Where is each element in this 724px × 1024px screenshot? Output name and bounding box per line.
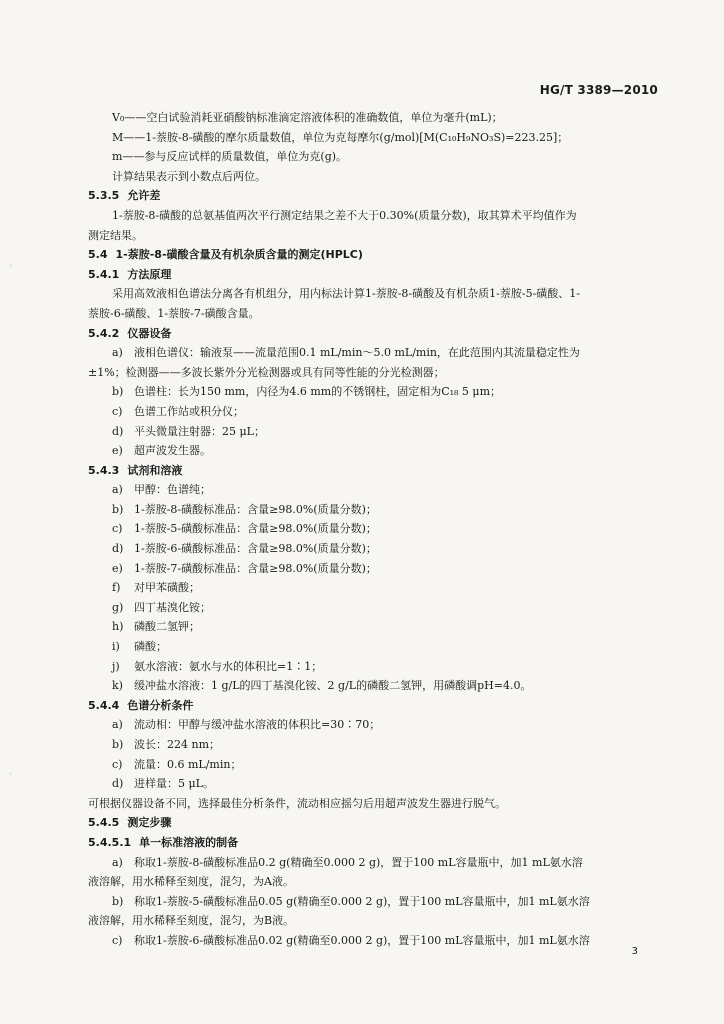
list-item: k) 缓冲盐水溶液：1 g/L的四丁基溴化铵、2 g/L的磷酸二氢钾，用磷酸调pH=4.0。 — [112, 679, 532, 693]
text-line: M——1-萘胺-8-磺酸的摩尔质量数值，单位为克每摩尔(g/mol)[M(C₁₀H₉NO₃S)=223.25]； — [112, 130, 569, 144]
list-item: c) 1-萘胺-5-磺酸标准品：含量≥98.0%(质量分数)； — [112, 522, 377, 536]
page-number: 3 — [631, 946, 638, 957]
margin-dot-icon: ◦ — [8, 770, 14, 780]
list-item: c) 色谱工作站或积分仪； — [112, 404, 244, 418]
text-line: 液溶解，用水稀释至刻度，混匀，为A液。 — [88, 875, 294, 889]
text-line: 测定结果。 — [88, 228, 143, 242]
list-item: b) 波长：224 nm； — [112, 738, 221, 751]
text-line: ±1%；检测器——多波长紫外分光检测器或具有同等性能的分光检测器； — [88, 365, 445, 379]
standard-code: HG/T 3389—2010 — [539, 83, 658, 97]
list-item: f) 对甲苯磺酸； — [112, 581, 200, 595]
section-heading: 5.3.5 允许差 — [88, 189, 161, 203]
margin-dot-icon: ◦ — [8, 262, 14, 272]
section-heading: 5.4 1-萘胺-8-磺酸含量及有机杂质含量的测定(HPLC) — [88, 248, 363, 262]
list-item: h) 磷酸二氢钾； — [112, 620, 200, 634]
list-item: e) 超声波发生器。 — [112, 444, 211, 458]
list-item: a) 甲醇：色谱纯； — [112, 483, 211, 497]
list-item: j) 氨水溶液：氨水与水的体积比=1∶1； — [112, 659, 323, 673]
text-line: 萘胺-6-磺酸、1-萘胺-7-磺酸含量。 — [88, 306, 260, 320]
document-body — [88, 108, 660, 951]
list-item: d) 1-萘胺-6-磺酸标准品：含量≥98.0%(质量分数)； — [112, 542, 377, 556]
list-item: g) 四丁基溴化铵； — [112, 600, 211, 614]
list-item: a) 流动相：甲醇与缓冲盐水溶液的体积比=30∶70； — [112, 718, 381, 732]
list-item: i) 磷酸； — [112, 640, 167, 654]
list-item: a) 液相色谱仪：输液泵——流量范围0.1 mL/min～5.0 mL/min，在此范围内其流量稳定性为 — [112, 346, 580, 360]
list-item: b) 称取1-萘胺-5-磺酸标准品0.05 g(精确至0.000 2 g)，置于100 mL容量瓶中，加1 mL氨水溶 — [112, 894, 590, 908]
list-item: d) 进样量：5 μL。 — [112, 777, 214, 791]
text-line: m——参与反应试样的质量数值，单位为克(g)。 — [112, 150, 348, 164]
text-line: 采用高效液相色谱法分离各有机组分，用内标法计算1-萘胺-8-磺酸及有机杂质1-萘胺-5-磺酸、1- — [112, 287, 581, 301]
text-line: 1-萘胺-8-磺酸的总氨基值两次平行测定结果之差不大于0.30%(质量分数)，取其算术平均值作为 — [112, 208, 577, 222]
list-item: b) 色谱柱：长为150 mm，内径为4.6 mm的不锈钢柱，固定相为C₁₈ 5 μm； — [112, 385, 502, 399]
section-heading: 5.4.4 色谱分析条件 — [88, 698, 194, 712]
text-line: V₀——空白试验消耗亚硝酸钠标准滴定溶液体积的准确数值，单位为毫升(mL)； — [112, 111, 503, 124]
text-line: 计算结果表示到小数点后两位。 — [112, 169, 266, 183]
section-heading: 5.4.3 试剂和溶液 — [88, 463, 183, 477]
list-item: a) 称取1-萘胺-8-磺酸标准品0.2 g(精确至0.000 2 g)，置于100 mL容量瓶中，加1 mL氨水溶 — [112, 855, 583, 869]
section-heading: 5.4.5 测定步骤 — [88, 816, 172, 830]
list-item: b) 1-萘胺-8-磺酸标准品：含量≥98.0%(质量分数)； — [112, 502, 377, 516]
text-line: 可根据仪器设备不同，选择最佳分析条件，流动相应摇匀后用超声波发生器进行脱气。 — [88, 796, 506, 810]
list-item: c) 流量：0.6 mL/min； — [112, 757, 242, 771]
list-item: d) 平头微量注射器：25 μL； — [112, 424, 265, 438]
section-heading: 5.4.2 仪器设备 — [88, 326, 172, 340]
section-heading: 5.4.1 方法原理 — [88, 267, 172, 281]
text-line: 液溶解，用水稀释至刻度，混匀，为B液。 — [88, 914, 295, 928]
list-item: c) 称取1-萘胺-6-磺酸标准品0.02 g(精确至0.000 2 g)，置于100 mL容量瓶中，加1 mL氨水溶 — [112, 933, 590, 947]
section-heading: 5.4.5.1 单一标准溶液的制备 — [88, 835, 239, 849]
list-item: e) 1-萘胺-7-磺酸标准品：含量≥98.0%(质量分数)； — [112, 561, 377, 575]
